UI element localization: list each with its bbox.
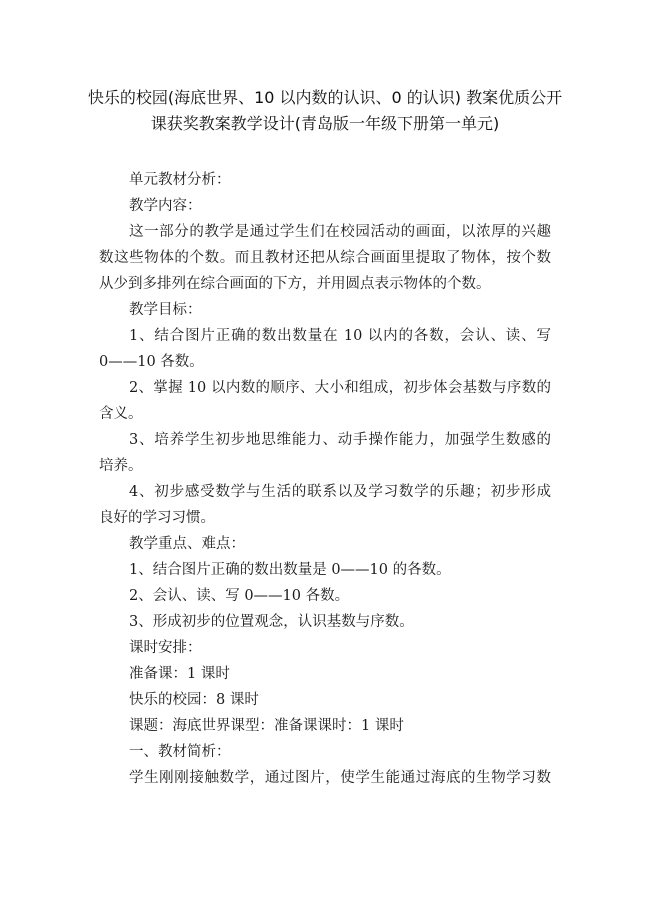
section-heading-unit-analysis: 单元教材分析： (129, 172, 231, 188)
list-item-key-3: 3、形成初步的位置观念，认识基数与序数。 (129, 614, 414, 630)
list-item-goal-3-cont: 培养。 (99, 458, 143, 474)
section-heading-material-analysis: 一、教材简析： (129, 744, 231, 760)
lesson-topic-line: 课题：海底世界课型：准备课课时：1 课时 (129, 718, 404, 734)
list-item-goal-1: 1、结合图片正确的数出数量在 10 以内的各数，会认、读、写 (129, 328, 551, 344)
list-item-goal-3: 3、培养学生初步地思维能力、动手操作能力，加强学生数感的 (129, 432, 551, 448)
list-item-goal-4-cont: 良好的学习习惯。 (99, 510, 215, 526)
schedule-item-prep: 准备课：1 课时 (129, 666, 230, 682)
document-title-line-2: 课获奖教案教学设计(青岛版一年级下册第一单元) (150, 114, 500, 133)
paragraph-line: 从少到多排列在综合画面的下方，并用圆点表示物体的个数。 (99, 276, 491, 292)
paragraph-line: 学生刚刚接触数学，通过图片，使学生能通过海底的生物学习数 (129, 770, 551, 786)
list-item-goal-1-cont: 0——10 各数。 (99, 354, 204, 370)
document-title-line-1: 快乐的校园(海底世界、10 以内数的认识、0 的认识) 教案优质公开 (87, 88, 563, 107)
section-heading-teaching-content: 教学内容： (129, 198, 202, 214)
list-item-key-2: 2、会认、读、写 0——10 各数。 (129, 588, 350, 604)
section-heading-teaching-goals: 教学目标： (129, 302, 202, 318)
section-heading-schedule: 课时安排： (129, 640, 202, 656)
section-heading-key-points: 教学重点、难点： (129, 536, 245, 552)
paragraph-line: 数这些物体的个数。而且教材还把从综合画面里提取了物体，按个数 (99, 250, 551, 266)
list-item-goal-2: 2、掌握 10 以内数的顺序、大小和组成，初步体会基数与序数的 (129, 380, 551, 396)
list-item-goal-4: 4、初步感受数学与生活的联系以及学习数学的乐趣；初步形成 (129, 484, 551, 500)
list-item-goal-2-cont: 含义。 (99, 406, 143, 422)
paragraph-line: 这一部分的教学是通过学生们在校园活动的画面，以浓厚的兴趣 (129, 224, 551, 240)
list-item-key-1: 1、结合图片正确的数出数量是 0——10 的各数。 (129, 562, 451, 578)
schedule-item-campus: 快乐的校园：8 课时 (129, 692, 259, 708)
